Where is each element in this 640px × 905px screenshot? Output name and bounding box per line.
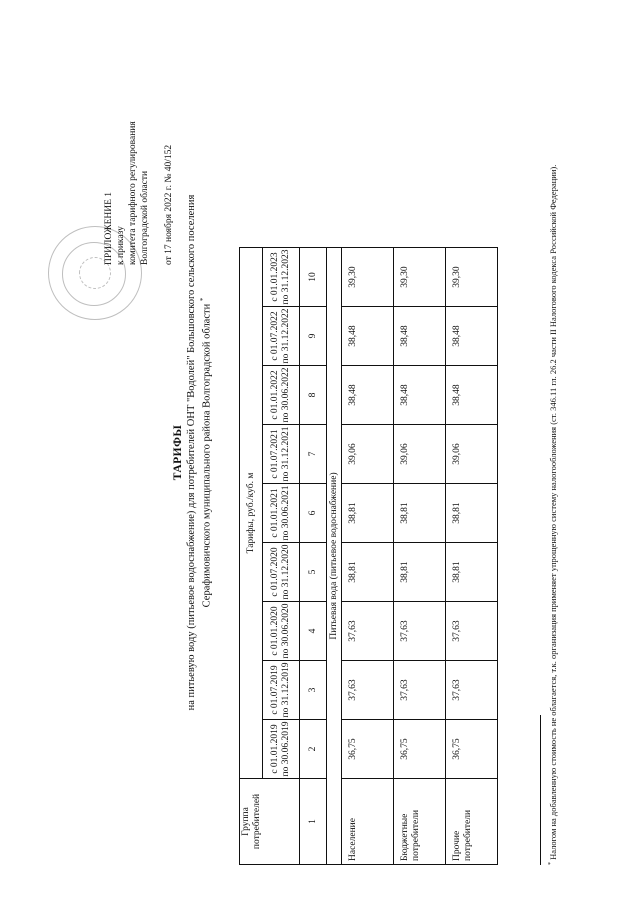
tariff-value-cell: 36,75 — [446, 720, 498, 779]
footnote-divider — [540, 715, 541, 865]
table-row — [394, 248, 446, 865]
column-number-cell: 9 — [300, 307, 327, 366]
column-number-cell: 7 — [300, 425, 327, 484]
document-subtitle-line-2 — [199, 0, 213, 905]
period-header-cell: с 01.01.2021 по 30.06.2021 — [263, 484, 300, 543]
tariff-value-cell: 37,63 — [446, 661, 498, 720]
period-header-cell: с 01.01.2019 по 30.06.2019 — [263, 720, 300, 779]
tariff-value-cell: 36,75 — [342, 720, 394, 779]
tariff-value-cell: 37,63 — [342, 661, 394, 720]
consumer-group-header: Группа потребителей — [240, 779, 300, 865]
consumer-group-cell: Прочие потребители — [446, 779, 498, 865]
tariff-header: Тарифы, руб./куб. м — [240, 248, 263, 779]
tariff-value-cell: 38,81 — [342, 484, 394, 543]
tariff-value-cell: 36,75 — [394, 720, 446, 779]
footnote-marker: * — [199, 297, 207, 302]
column-number-cell: 10 — [300, 248, 327, 307]
tariff-value-cell: 38,48 — [342, 366, 394, 425]
footnote-marker-ref: * — [548, 862, 554, 865]
tariff-table — [239, 247, 498, 865]
period-header-cell: с 01.01.2022 по 30.06.2022 — [263, 366, 300, 425]
column-number-cell: 8 — [300, 366, 327, 425]
approval-block — [103, 121, 175, 265]
tariff-value-cell: 38,48 — [446, 307, 498, 366]
tariff-value-cell: 38,48 — [394, 366, 446, 425]
column-number-cell: 3 — [300, 661, 327, 720]
column-number-cell: 1 — [300, 779, 327, 865]
tariff-value-cell: 38,81 — [342, 543, 394, 602]
consumer-group-cell: Население — [342, 779, 394, 865]
period-header-cell: с 01.07.2021 по 31.12.2021 — [263, 425, 300, 484]
period-header-cell: с 01.07.2019 по 31.12.2019 — [263, 661, 300, 720]
tariff-value-cell: 37,63 — [394, 602, 446, 661]
column-number-cell: 5 — [300, 543, 327, 602]
period-header-row — [263, 248, 300, 865]
tariff-value-cell: 38,81 — [394, 484, 446, 543]
column-number-row — [300, 248, 327, 865]
tariff-value-cell: 38,81 — [446, 543, 498, 602]
tariff-value-cell: 39,06 — [342, 425, 394, 484]
tariff-value-cell: 38,48 — [342, 307, 394, 366]
subtitle-line-2-text: Серафимовичского муниципального района Волгоградской области — [201, 303, 213, 608]
appendix-label: ПРИЛОЖЕНИЕ 1 — [104, 191, 114, 265]
order-date-number: от 17 ноября 2022 г. № 40/152 — [164, 144, 174, 265]
tariff-value-cell: 37,63 — [394, 661, 446, 720]
footnote — [546, 45, 559, 865]
tariff-value-cell: 37,63 — [342, 602, 394, 661]
approval-line-1: к приказу — [116, 226, 126, 265]
tariff-value-cell: 38,48 — [446, 366, 498, 425]
document-title: ТАРИФЫ — [172, 424, 184, 481]
table-row — [342, 248, 394, 865]
footnote-text: Налогом на добавленную стоимость не облагается, т.к. организация применяет упрощенную систему налогообложения (ст. 346.11 гл. 26.2 части II Налогового кодекса Российской Федерации). — [547, 164, 558, 860]
tariff-value-cell: 39,06 — [394, 425, 446, 484]
tariff-value-cell: 39,30 — [394, 248, 446, 307]
period-header-cell: с 01.01.2020 по 30.06.2020 — [263, 602, 300, 661]
tariff-value-cell: 38,81 — [446, 484, 498, 543]
column-number-cell: 4 — [300, 602, 327, 661]
period-header-cell: с 01.01.2023 по 31.12.2023 — [263, 248, 300, 307]
table-row — [446, 248, 498, 865]
tariff-value-cell: 38,81 — [394, 543, 446, 602]
consumer-group-cell: Бюджетные потребители — [394, 779, 446, 865]
tariff-value-cell: 38,48 — [394, 307, 446, 366]
document-subtitle-line-1: на питьевую воду (питьевое водоснабжение) для потребителей ОНТ "Водолей" Большовского сельского поселения — [186, 194, 197, 711]
column-number-cell: 6 — [300, 484, 327, 543]
column-number-cell: 2 — [300, 720, 327, 779]
tariff-value-cell: 39,30 — [446, 248, 498, 307]
approval-line-2: комитета тарифного регулирования — [128, 121, 138, 265]
approval-line-3: Волгоградской области — [140, 170, 150, 265]
section-header: Питьевая вода (питьевое водоснабжение) — [327, 248, 342, 865]
period-header-cell: с 01.07.2020 по 31.12.2020 — [263, 543, 300, 602]
period-header-cell: с 01.07.2022 по 31.12.2022 — [263, 307, 300, 366]
tariff-value-cell: 37,63 — [446, 602, 498, 661]
tariff-value-cell: 39,30 — [342, 248, 394, 307]
tariff-value-cell: 39,06 — [446, 425, 498, 484]
